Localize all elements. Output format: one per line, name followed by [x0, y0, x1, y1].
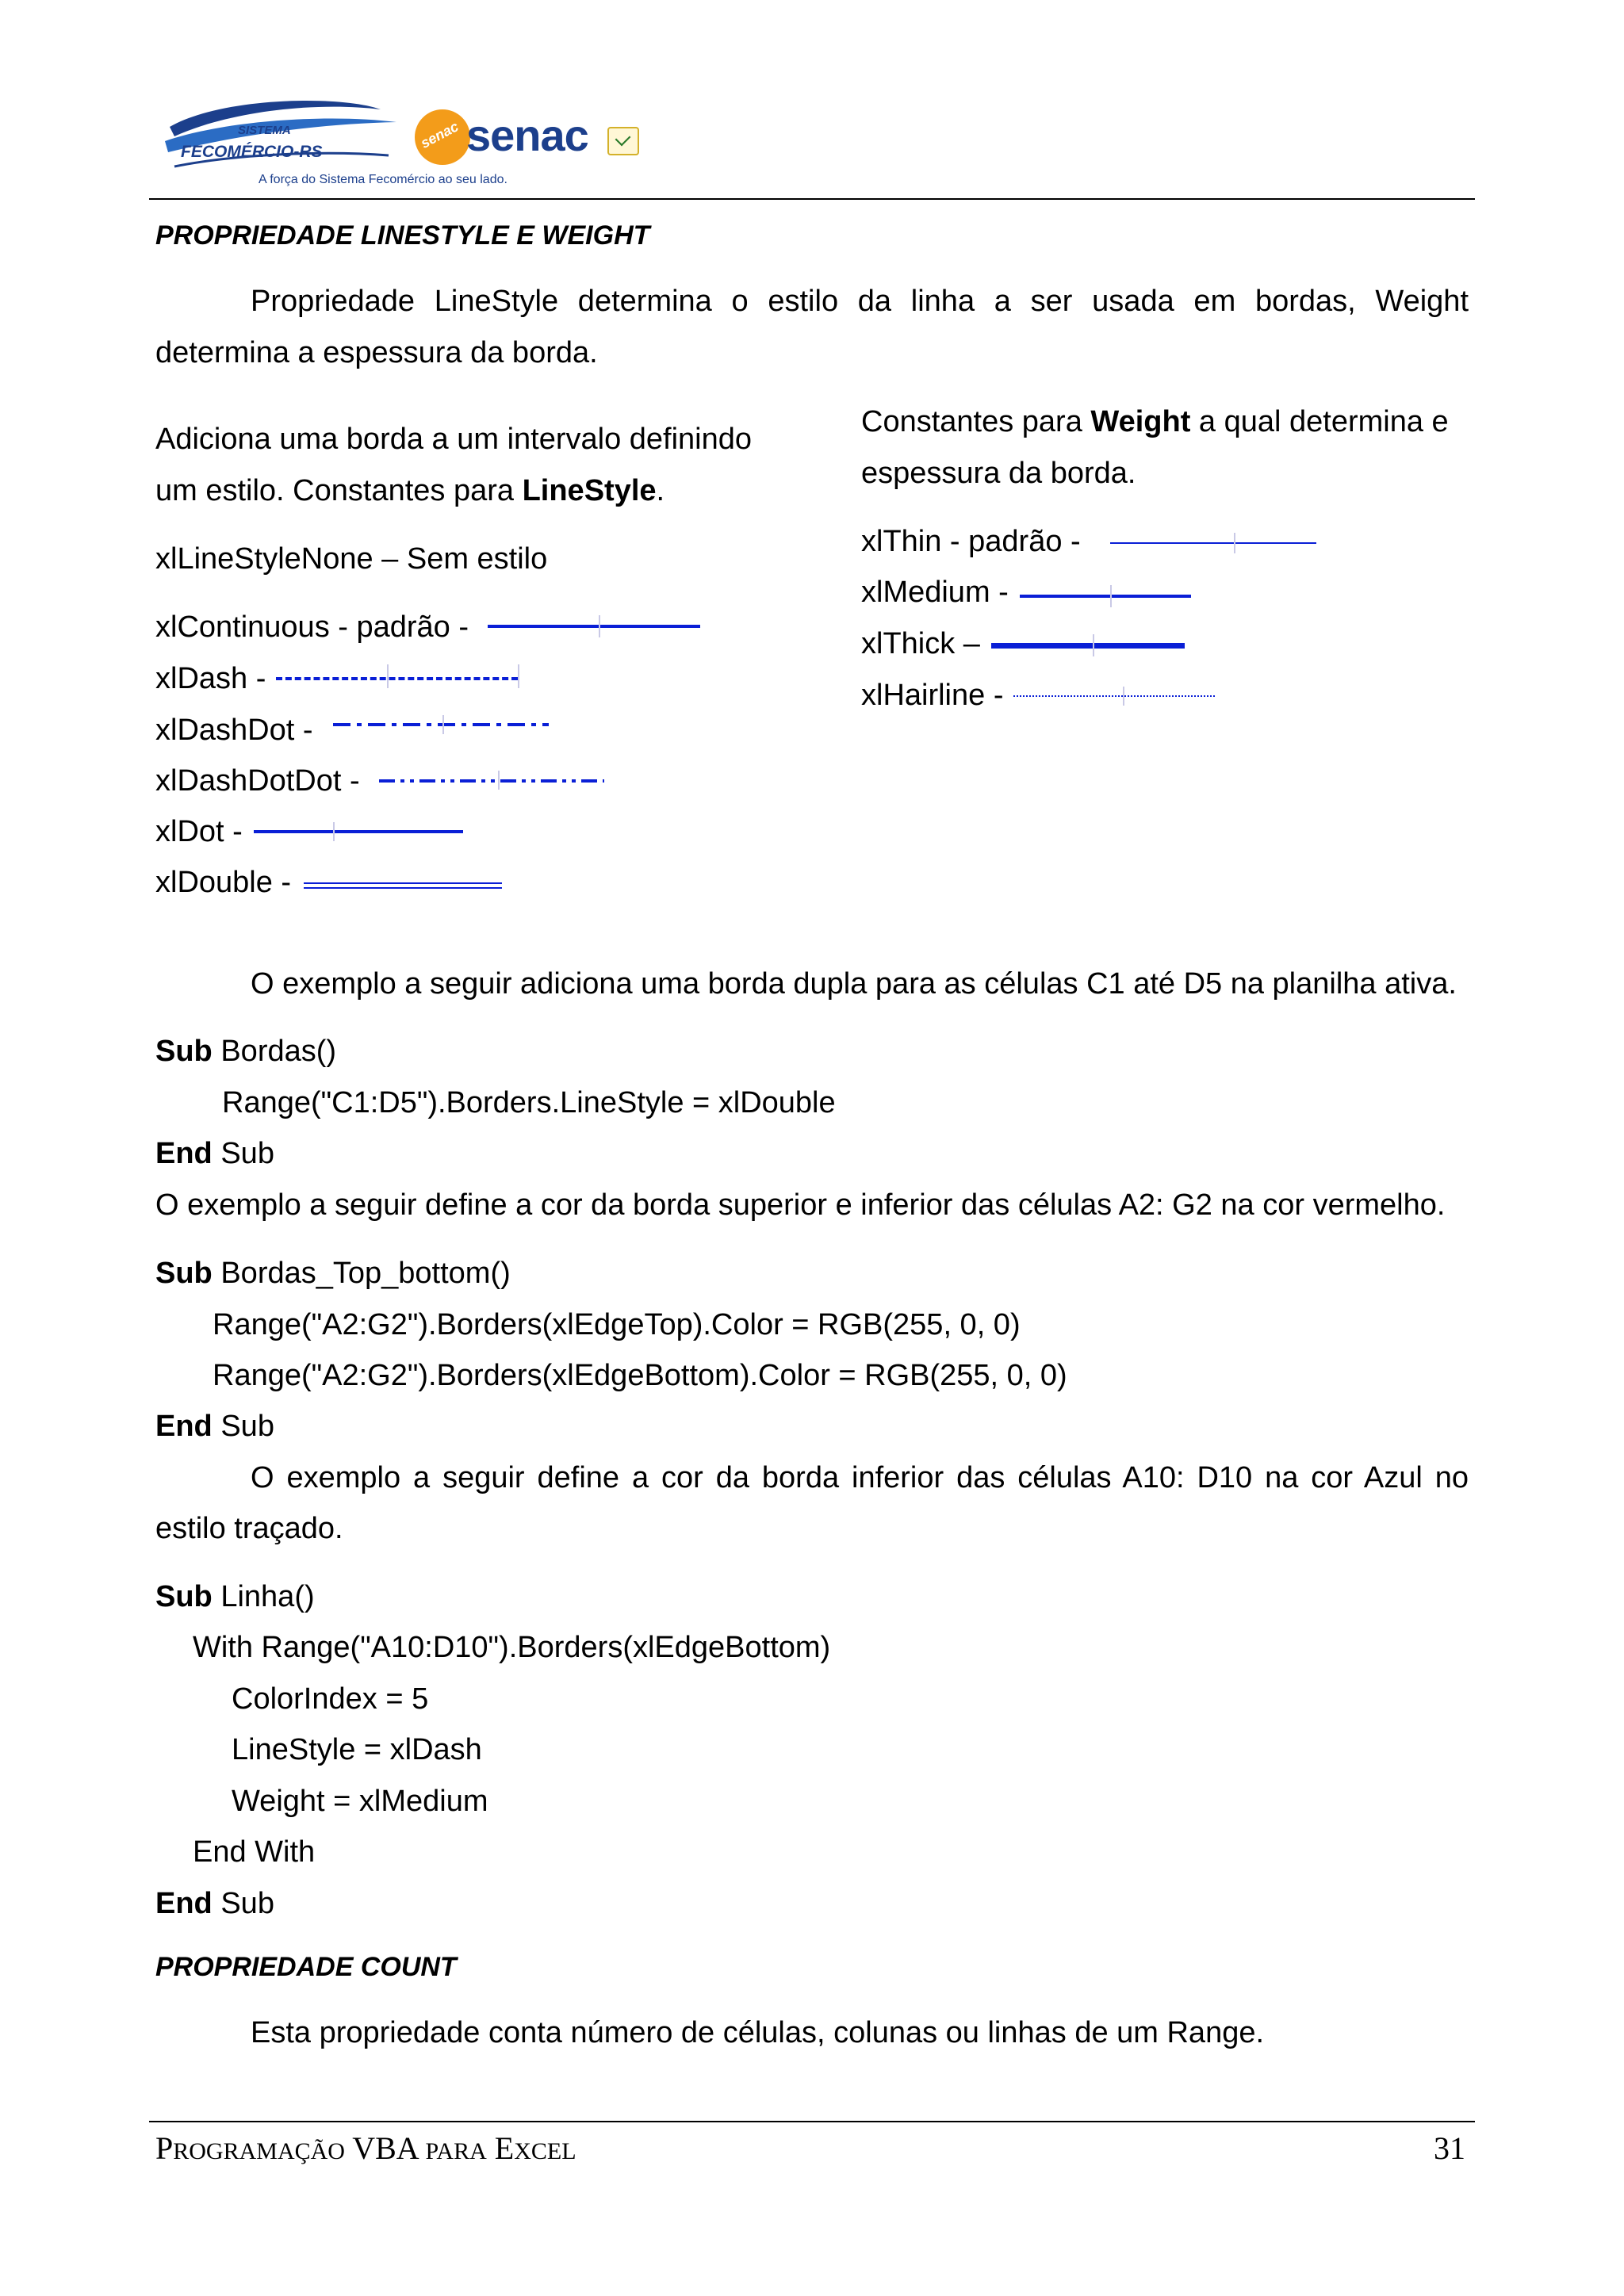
- senac-wordmark: senac: [466, 110, 588, 160]
- intro-paragraph-line1: Propriedade LineStyle determina o estilo da linha a ser usada em bordas, Weight: [251, 285, 1469, 318]
- sample-dashdot-line: [333, 718, 549, 731]
- sample-dash-tick: [387, 664, 389, 688]
- linestyle-desc-line2: [155, 473, 665, 509]
- weight-desc-suffix: a qual determina e: [1190, 405, 1449, 438]
- linestyle-desc-prefix: um estilo. Constantes para: [155, 474, 523, 507]
- senac-flame-text: senac: [418, 118, 462, 151]
- keyword-sub: Sub: [155, 1257, 213, 1290]
- sample-hairline-tick: [1123, 687, 1124, 706]
- linestyle-double-label: xlDouble -: [155, 866, 292, 899]
- fecomercio-logo-line2: FECOMÉRCIO-RS: [181, 143, 323, 161]
- header-rule: [149, 198, 1475, 200]
- example2-code-line3: Range("A2:G2").Borders(xlEdgeBottom).Color = RGB(255, 0, 0): [213, 1359, 1067, 1392]
- linestyle-dot-label: xlDot -: [155, 815, 243, 848]
- sample-dot-line: [254, 830, 463, 833]
- linestyle-dashdotdot-label: xlDashDotDot -: [155, 764, 360, 798]
- sample-dashdotdot-tick: [498, 771, 500, 790]
- count-paragraph: Esta propriedade conta número de células, colunas ou linhas de um Range.: [251, 2016, 1265, 2049]
- sample-dashdotdot-line: [379, 775, 604, 787]
- footer-rule: [149, 2121, 1475, 2122]
- example1-code-line1: [155, 1033, 336, 1070]
- keyword-sub: Sub: [155, 1035, 213, 1068]
- sample-continuous-tick: [599, 615, 600, 637]
- section-heading-count: PROPRIEDADE COUNT: [155, 1952, 457, 1982]
- sample-thick-tick: [1093, 634, 1094, 656]
- example1-intro: O exemplo a seguir adiciona uma borda dupla para as células C1 até D5 na planilha ativa.: [251, 967, 1457, 1001]
- logo-tagline: A força do Sistema Fecomércio ao seu lado.: [259, 173, 508, 186]
- footer-title-small3: XCEL: [514, 2138, 576, 2164]
- intro-paragraph-line2: determina a espessura da borda.: [155, 336, 598, 369]
- linestyle-desc-bold: LineStyle: [522, 474, 657, 507]
- code-text: Linha(): [212, 1580, 315, 1613]
- linestyle-dashdot-label: xlDashDot -: [155, 714, 313, 747]
- example3-intro-line1: O exemplo a seguir define a cor da borda inferior das células A10: D10 na cor Azul no: [251, 1461, 1469, 1494]
- example3-code-line6: End With: [193, 1835, 316, 1869]
- keyword-end: End: [155, 1137, 213, 1170]
- code-text: Sub: [212, 1410, 274, 1443]
- keyword-end: End: [155, 1887, 213, 1920]
- keyword-sub: Sub: [155, 1580, 213, 1613]
- senac-flame-icon: [415, 109, 470, 165]
- code-text: Sub: [212, 1887, 274, 1920]
- example2-code-line2: Range("A2:G2").Borders(xlEdgeTop).Color = RGB(255, 0, 0): [213, 1308, 1021, 1341]
- linestyle-none-label: xlLineStyleNone – Sem estilo: [155, 542, 548, 576]
- senac-seal-icon: [607, 127, 639, 155]
- sample-medium-line: [1020, 595, 1191, 598]
- header-logos: [159, 95, 650, 198]
- example3-code-line1: [155, 1578, 315, 1615]
- linestyle-desc-suffix: .: [656, 474, 665, 507]
- example3-code-line7: [155, 1885, 274, 1922]
- example3-code-line4: LineStyle = xlDash: [232, 1733, 482, 1766]
- weight-thick-label: xlThick –: [861, 627, 980, 660]
- sample-double-line: [304, 882, 502, 889]
- example2-code-line1: [155, 1255, 511, 1292]
- footer-title-cap1: P: [155, 2130, 174, 2166]
- linestyle-dash-label: xlDash -: [155, 662, 266, 695]
- weight-desc-bold: Weight: [1090, 405, 1191, 438]
- sample-continuous-line: [488, 625, 700, 628]
- weight-desc-prefix: Constantes para: [861, 405, 1091, 438]
- example3-code-line5: Weight = xlMedium: [232, 1785, 488, 1818]
- section-heading-linestyle: PROPRIEDADE LINESTYLE E WEIGHT: [155, 220, 650, 251]
- example3-code-line2: With Range("A10:D10").Borders(xlEdgeBottom): [193, 1631, 831, 1664]
- linestyle-continuous-label: xlContinuous - padrão -: [155, 610, 469, 644]
- example1-code-line2: Range("C1:D5").Borders.LineStyle = xlDouble: [222, 1086, 836, 1119]
- sample-thin-tick: [1234, 533, 1235, 553]
- footer-title-mid: VBA: [344, 2130, 426, 2166]
- sample-dash-end: [518, 664, 519, 688]
- code-text: Sub: [212, 1137, 274, 1170]
- keyword-end: End: [155, 1410, 213, 1443]
- footer-title: [155, 2130, 576, 2171]
- sample-medium-tick: [1110, 585, 1112, 607]
- weight-hairline-label: xlHairline -: [861, 679, 1004, 712]
- page-number: 31: [1434, 2130, 1465, 2166]
- linestyle-desc-line1: Adiciona uma borda a um intervalo definindo: [155, 423, 753, 456]
- example2-code-line4: [155, 1408, 274, 1445]
- sample-thin-line: [1110, 542, 1316, 544]
- footer-title-small1: ROGRAMAÇÃO: [173, 2138, 345, 2164]
- sample-hairline-line: [1013, 695, 1215, 697]
- sample-dot-tick: [333, 822, 335, 841]
- weight-thin-label: xlThin - padrão -: [861, 525, 1081, 558]
- fecomercio-logo-line1: SISTEMA: [238, 124, 291, 137]
- example3-code-line3: ColorIndex = 5: [232, 1682, 429, 1716]
- sample-thick-line: [991, 643, 1185, 649]
- code-text: Bordas(): [212, 1035, 337, 1068]
- example3-intro-line2: estilo traçado.: [155, 1512, 343, 1545]
- example2-intro: O exemplo a seguir define a cor da borda superior e inferior das células A2: G2 na cor vermelho.: [155, 1188, 1446, 1222]
- weight-medium-label: xlMedium -: [861, 576, 1009, 609]
- weight-desc-line2: espessura da borda.: [861, 457, 1136, 490]
- sample-dashdot-tick: [442, 715, 444, 734]
- footer-title-cap2: E: [486, 2130, 515, 2166]
- code-text: Bordas_Top_bottom(): [212, 1257, 511, 1290]
- sample-dash-line: [276, 677, 518, 680]
- weight-desc-line1: [861, 404, 1449, 440]
- footer-title-small2: PARA: [425, 2138, 487, 2164]
- example1-code-line3: [155, 1135, 274, 1172]
